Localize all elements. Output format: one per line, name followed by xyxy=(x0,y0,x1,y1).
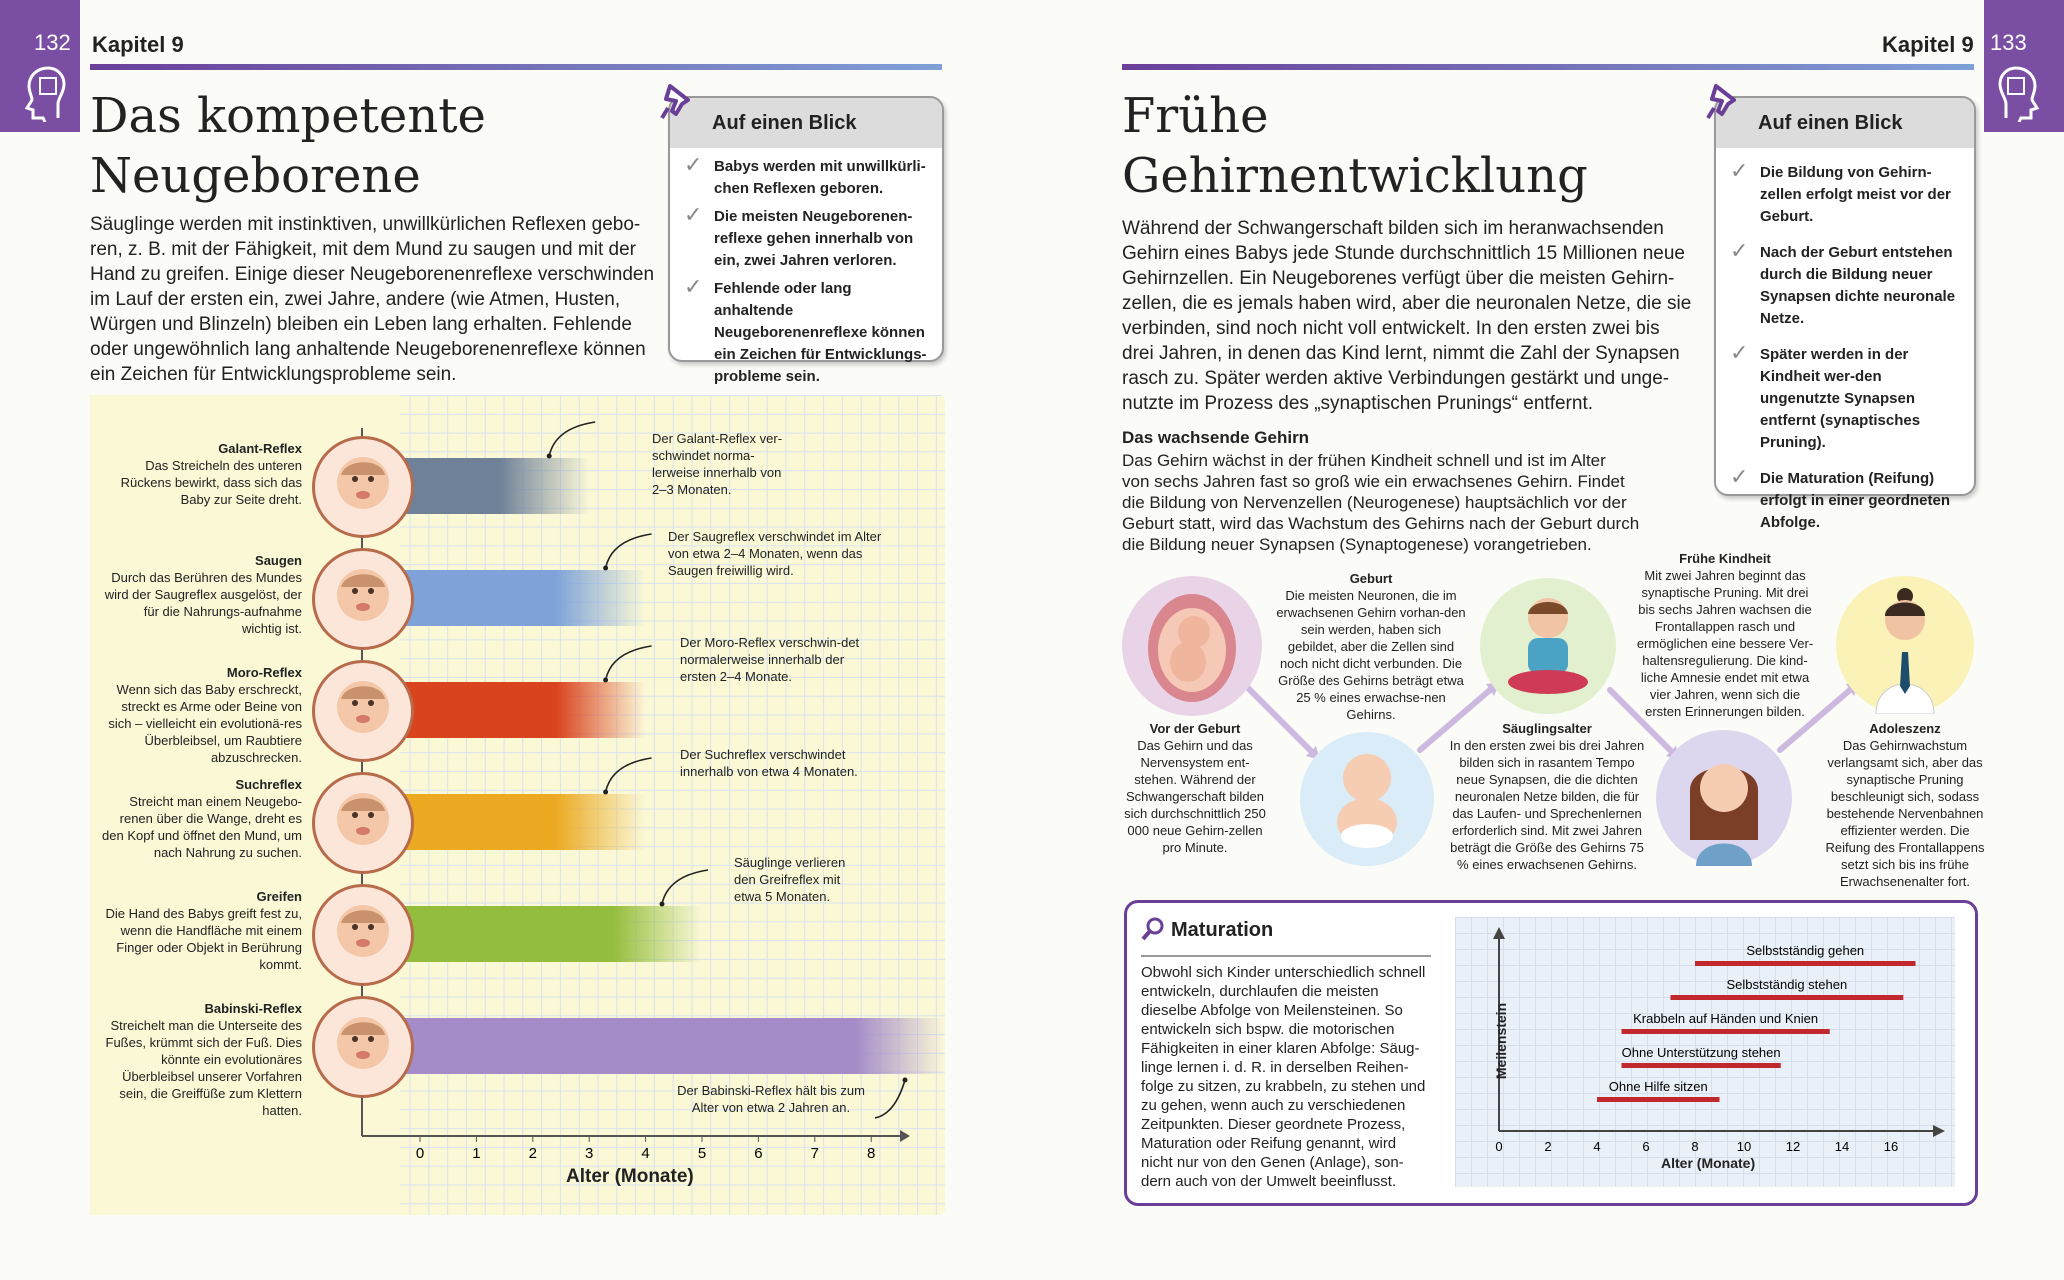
glance-item: ✓ Nach der Geburt entstehen durch die Bildung neuer Synapsen dichte neuronale Netze. xyxy=(1730,238,1956,327)
x-tick-label: 7 xyxy=(810,1145,819,1162)
chapter-label: Kapitel 9 xyxy=(92,32,184,57)
stage-early-childhood: Frühe Kindheit Mit zwei Jahren beginnt das synaptische Pruning. Mit drei bis sechs Jahren wachsen die Frontallappen rasch und ermöglichen eine bessere Ver-haltensregulierung. Die kind-liche Amnesie endet mit etwa vier Jahren, wenn sich die ersten Erinnerungen bilden. xyxy=(1636,551,1814,719)
milestone-label: Ohne Unterstützung stehen xyxy=(1621,1045,1781,1060)
milestone-chart xyxy=(1455,917,1955,1187)
x-tick-label: 4 xyxy=(1593,1139,1601,1154)
glance-item: ✓ Babys werden mit unwillkürli-chen Reflexen geboren. xyxy=(684,152,926,197)
reflex-label xyxy=(102,440,302,508)
page-number: 132 xyxy=(34,30,71,55)
maturation-box xyxy=(1124,900,1978,1206)
x-tick-label: 4 xyxy=(641,1145,650,1162)
maturation-divider xyxy=(1141,955,1431,957)
page-tab-right xyxy=(1984,0,2064,132)
reflex-illustration xyxy=(312,660,414,762)
pin-icon xyxy=(1706,82,1740,122)
check-icon: ✓ xyxy=(1730,340,1749,365)
baby-icon xyxy=(315,551,411,647)
x-axis-label: Alter (Monate) xyxy=(1661,1155,1756,1171)
x-tick-label: 6 xyxy=(754,1145,763,1162)
note-arrow xyxy=(549,422,595,456)
reflex-desc: Streicht man einem Neugebo-renen über die Wange, dreht es den Kopf und öffnet den Mund, um nach Nahrung zu suchen. xyxy=(102,794,302,860)
page-title: Das kompetente Neugeborene xyxy=(90,88,486,204)
page-title: Frühe Gehirnentwicklung xyxy=(1122,88,1588,204)
magnifier-icon xyxy=(1141,917,1165,941)
reflex-note: Der Saugreflex verschwindet im Alter von etwa 2–4 Monaten, wenn das Saugen freiwillig wird. xyxy=(668,529,882,578)
check-icon: ✓ xyxy=(1730,238,1749,263)
girl-icon xyxy=(1656,730,1792,866)
note-arrow xyxy=(606,646,652,680)
reflex-name: Greifen xyxy=(256,889,302,904)
newborn-icon xyxy=(1300,732,1434,866)
reflex-illustration xyxy=(312,772,414,874)
glance-header: Auf einen Blick xyxy=(1716,98,1974,148)
reflex-name: Moro-Reflex xyxy=(226,665,302,680)
reflex-desc: Wenn sich das Baby erschreckt, streckt es Arme oder Beine von sich – vielleicht ein evolutionä-res Überbleibsel, um Raubtiere abzuschrecken. xyxy=(108,682,302,765)
glance-header: Auf einen Blick xyxy=(670,98,942,148)
baby-icon xyxy=(315,439,411,535)
x-axis-arrow xyxy=(1933,1125,1945,1137)
note-arrow-head xyxy=(547,454,552,459)
head-puzzle-icon xyxy=(1994,64,2040,122)
reflex-name: Suchreflex xyxy=(235,777,302,792)
stage-circle-adolescence xyxy=(1836,576,1974,714)
stage-circle-early-childhood xyxy=(1656,730,1792,866)
check-icon: ✓ xyxy=(684,152,703,177)
baby-icon xyxy=(315,999,411,1095)
reflex-bar xyxy=(362,1018,945,1074)
y-axis-label: Meilenstein xyxy=(1493,1002,1509,1080)
reflex-illustration xyxy=(312,884,414,986)
note-arrow-head xyxy=(603,566,608,571)
reflex-desc: Durch das Berühren des Mundes wird der Saugreflex ausgelöst, der für die Nahrungs-aufnahme wichtig ist. xyxy=(104,570,302,636)
stage-circle-infancy xyxy=(1480,578,1616,714)
reflex-label xyxy=(102,664,302,766)
milestone-label: Selbstständig stehen xyxy=(1726,977,1848,992)
baby-icon xyxy=(315,775,411,871)
note-arrow-head xyxy=(603,678,608,683)
reflex-illustration xyxy=(312,436,414,538)
milestone-label: Selbstständig gehen xyxy=(1746,943,1865,958)
glance-item: ✓ Fehlende oder lang anhaltende Neugeborenenreflexe können ein Zeichen für Entwicklungs-probleme sein. xyxy=(684,274,927,385)
note-arrow xyxy=(606,534,652,568)
reflex-note: Säuglinge verlieren den Greifreflex mit etwa 5 Monaten. xyxy=(734,855,846,904)
reflex-name: Galant-Reflex xyxy=(218,441,302,456)
x-axis-label: Alter (Monate) xyxy=(566,1166,694,1187)
stage-birth: Geburt Die meisten Neuronen, die im erwachsenen Gehirn vorhan-den sein werden, haben sich gebildet, aber die Zellen sind noch nicht dicht verbunden. Die Größe des Gehirns beträgt etwa 25 % eines erwachse-nen Gehirns. xyxy=(1276,571,1466,722)
x-tick-label: 12 xyxy=(1785,1139,1801,1154)
x-tick-label: 8 xyxy=(867,1145,876,1162)
milestone-label: Ohne Hilfe sitzen xyxy=(1608,1079,1708,1094)
section-heading: Das wachsende Gehirn xyxy=(1122,428,1310,447)
intro-text: Säuglinge werden mit instinktiven, unwillkürlichen Reflexen gebo- ren, z. B. mit der Fähigkeit, mit dem Mund zu saugen und mit der Hand zu greifen. Einige dieser Neugeborenenreflexe verschwinden im Lauf der ersten ein, zwei Jahre, andere (wie Atmen, Husten, Würgen und Blinzeln) bleiben ein Leben lang erhalten. Fehlende oder ungewöhnlich lang anhaltende Neugeborenenreflexe können ein Zeichen für Entwicklungsprobleme sein. xyxy=(90,214,655,385)
note-arrow-head xyxy=(603,790,608,795)
x-tick-label: 0 xyxy=(415,1145,425,1162)
reflex-label xyxy=(102,888,302,973)
x-tick-label: 16 xyxy=(1883,1139,1899,1154)
x-tick-label: 2 xyxy=(528,1145,537,1162)
milestone-label: Krabbeln auf Händen und Knien xyxy=(1633,1011,1819,1026)
glance-item: ✓ Die meisten Neugeborenen-reflexe gehen innerhalb von ein, zwei Jahren verloren. xyxy=(684,202,914,269)
x-tick-label: 6 xyxy=(1642,1139,1650,1154)
x-axis-arrow xyxy=(900,1130,910,1142)
chapter-label: Kapitel 9 xyxy=(1882,32,1974,57)
reflex-label xyxy=(102,1000,302,1119)
note-arrow xyxy=(875,1080,905,1118)
glance-item: ✓ Die Maturation (Reifung) erfolgt in einer geordneten Abfolge. xyxy=(1730,464,1951,531)
reflex-desc: Das Streicheln des unteren Rückens bewirkt, dass sich das Baby zur Seite dreht. xyxy=(120,458,302,507)
glance-item: ✓ Später werden in der Kindheit wer-den ungenutzte Synapsen entfernt (synaptisches Pruning). xyxy=(1730,340,1921,451)
check-icon: ✓ xyxy=(684,202,703,227)
glance-box xyxy=(1714,96,1976,531)
maturation-header: Maturation xyxy=(1171,919,1274,941)
baby-icon xyxy=(315,887,411,983)
milestone-bar xyxy=(1622,1029,1830,1034)
baby-icon xyxy=(315,663,411,759)
milestone-bar xyxy=(1671,995,1904,1000)
reflex-label xyxy=(102,776,302,861)
check-icon: ✓ xyxy=(1730,464,1749,489)
stage-prenatal: Vor der Geburt Das Gehirn und das Nervensystem ent-stehen. Während der Schwangerschaft bilden sich durchschnittlich 250 000 neue Gehirn-zellen pro Minute. xyxy=(1124,721,1266,855)
reflex-desc: Die Hand des Babys greift fest zu, wenn die Handfläche mit einem Finger oder Objekt in Berührung kommt. xyxy=(105,906,302,972)
x-tick-label: 5 xyxy=(697,1145,707,1162)
note-arrow-head xyxy=(903,1078,908,1083)
x-tick-label: 10 xyxy=(1736,1139,1752,1154)
reflex-desc: Streichelt man die Unterseite des Fußes, krümmt sich der Fuß. Dies könnte ein evolutionäres Überbleibsel unserer Vorfahren sein, die Greiffüße zum Klettern hatten. xyxy=(105,1018,302,1118)
stage-circle-birth xyxy=(1300,732,1434,866)
check-icon: ✓ xyxy=(684,274,703,299)
womb-icon xyxy=(1122,576,1262,716)
stage-adolescence: Adoleszenz Das Gehirnwachstum verlangsamt sich, aber das synaptische Pruning beschleunigt sich, sodass bestehende Nervenbahnen effizienter werden. Die Reifung des Frontallappens setzt sich bis ins frühe Erwachsenenalter fort. xyxy=(1825,721,1985,889)
reflex-note: Der Babinski-Reflex hält bis zum Alter von etwa 2 Jahren an. xyxy=(677,1083,865,1115)
maturation-text: Obwohl sich Kinder unterschiedlich schnell entwickeln, durchlaufen die meisten dieselbe Abfolge von Meilensteinen. So entwickeln sich bspw. die motorischen Fähigkeiten in einer klaren Abfolge: Säug- linge lernen i. d. R. in derselben Reihen- folge zu sitzen, zu krabbeln, zu stehen und zu gehen, wenn auch zu verschiedenen Zeitpunkten. Dieser geordnete Prozess, Maturation oder Reifung genannt, wird nicht nur von den Genen (Anlage), son- dern auch von der Umwelt beeinflusst. xyxy=(1141,964,1426,1190)
note-arrow-head xyxy=(660,902,665,907)
toddler-icon xyxy=(1480,578,1616,714)
reflex-label xyxy=(102,552,302,637)
y-axis-arrow xyxy=(1493,927,1505,939)
stage-infancy: Säuglingsalter In den ersten zwei bis drei Jahren bilden sich in rasantem Tempo neue Synapsen, die die dichten neuronalen Netze bilden, die für das Laufen- und Sprechenlernen erforderlich sind. Mit zwei Jahren beträgt die Größe des Gehirns 75 % eines erwachsenen Gehirns. xyxy=(1449,721,1645,872)
page-number: 133 xyxy=(1990,30,2027,55)
reflex-note: Der Suchreflex verschwindet innerhalb von etwa 4 Monaten. xyxy=(680,747,858,779)
x-tick-label: 0 xyxy=(1495,1139,1503,1154)
glance-item: ✓ Die Bildung von Gehirn-zellen erfolgt meist vor der Geburt. xyxy=(1730,158,1951,225)
x-tick-label: 1 xyxy=(472,1145,481,1162)
teen-icon xyxy=(1836,576,1974,714)
stage-circle-prenatal xyxy=(1122,576,1262,716)
reflex-note: Der Moro-Reflex verschwin-det normalerweise innerhalb der ersten 2–4 Monate. xyxy=(680,635,860,684)
reflex-note: Der Galant-Reflex ver-schwindet norma-lerweise innerhalb von 2–3 Monaten. xyxy=(652,431,783,497)
reflex-illustration xyxy=(312,548,414,650)
milestone-bar xyxy=(1695,961,1916,966)
milestone-bar xyxy=(1622,1063,1781,1068)
note-arrow xyxy=(606,758,652,792)
reflex-illustration xyxy=(312,996,414,1098)
note-arrow xyxy=(662,870,708,904)
x-tick-label: 2 xyxy=(1544,1139,1552,1154)
header-rule xyxy=(1122,64,1974,70)
x-tick-label: 14 xyxy=(1834,1139,1850,1154)
section-text: Das Gehirn wächst in der frühen Kindheit schnell und ist im Alter von sechs Jahren fast so groß wie ein erwachsenes Gehirn. Findet die Bildung von Nervenzellen (Neurogenese) hauptsächlich vor der Geburt statt, wird das Wachstum des Gehirns nach der Geburt durch die Bildung neuer Synapsen (Synaptogenese) vorangetrieben. xyxy=(1122,451,1640,554)
check-icon: ✓ xyxy=(1730,158,1749,183)
milestone-bar xyxy=(1597,1097,1720,1102)
intro-text: Während der Schwangerschaft bilden sich im heranwachsenden Gehirn eines Babys jede Stunde durchschnittlich 15 Millionen neue Gehirnzellen. Ein Neugeborenes verfügt über die meisten Gehirn- zellen, die es jemals haben wird, aber die neuronalen Netze, die sie verbinden, sind noch nicht voll entwickelt. In den ersten zwei bis drei Jahren, in denen das Kind lernt, nimmt die Zahl der Synapsen rasch zu. Später werden aktive Verbindungen gestärkt und unge- nutzte im Prozess des „synaptischen Prunings“ entfernt. xyxy=(1122,218,1692,414)
reflex-name: Babinski-Reflex xyxy=(204,1001,302,1016)
reflex-name: Saugen xyxy=(255,553,302,568)
x-tick-label: 3 xyxy=(585,1145,594,1162)
x-tick-label: 8 xyxy=(1691,1139,1699,1154)
